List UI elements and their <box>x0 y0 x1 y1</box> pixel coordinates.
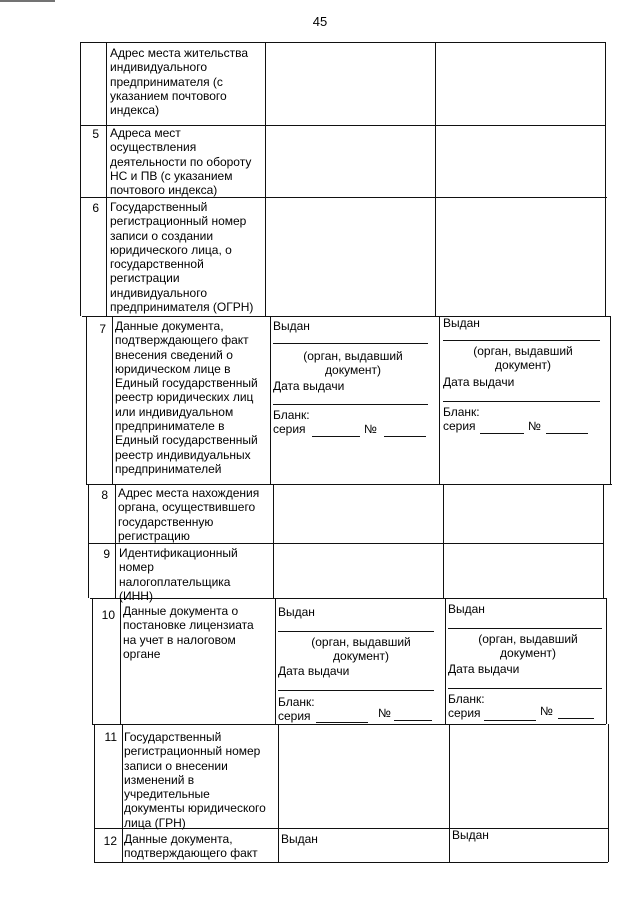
blank-label: Бланк: <box>278 695 315 709</box>
row-name-line: Идентификационный <box>119 546 238 560</box>
row-name-cell <box>124 832 258 861</box>
grid-line <box>270 316 271 484</box>
row-name-line: регистрационный номер <box>110 214 247 229</box>
grid-line <box>605 42 606 316</box>
grid-line <box>115 484 116 598</box>
row-name-line: органе <box>123 646 161 661</box>
row-number: 8 <box>101 488 108 502</box>
row-name-line: указанием почтового <box>110 88 227 103</box>
fill-line <box>316 722 368 723</box>
page-number: 45 <box>312 14 328 29</box>
grid-line <box>445 598 446 724</box>
grid-line <box>122 724 123 862</box>
row-number: 10 <box>101 608 115 622</box>
row-name-line: Данные документа, <box>124 832 233 846</box>
fill-line <box>448 688 602 689</box>
blank-label: Бланк: <box>448 692 485 706</box>
row-name-line: реестр индивидуальных <box>115 447 251 462</box>
issue-date-label: Дата выдачи <box>273 379 345 393</box>
number-sign: № <box>540 704 553 718</box>
grid-line <box>610 316 611 484</box>
row-name-line: юридического лица, о <box>110 242 232 257</box>
grid-line <box>120 598 121 724</box>
grid-line <box>112 316 113 484</box>
row-name-line: регистрационный номер <box>124 744 261 759</box>
row-name-cell <box>115 319 258 476</box>
blank-label: Бланк: <box>443 405 480 419</box>
row-name-line: Государственный <box>110 200 208 214</box>
issuer-caption: (орган, выдавший документ) <box>311 635 411 664</box>
row-name-cell <box>118 486 259 543</box>
fill-line <box>484 720 536 721</box>
grid-line <box>86 316 87 484</box>
row-name-line: номер <box>119 560 154 575</box>
row-name-line: индивидуального <box>110 285 207 300</box>
grid-line <box>80 42 605 43</box>
row-name-line: подтверждающего факт <box>124 846 258 861</box>
fill-line <box>394 720 432 721</box>
number-sign: № <box>364 422 377 436</box>
issued-label: Выдан <box>448 602 485 616</box>
number-sign: № <box>528 419 541 433</box>
row-name-line: государственную <box>118 514 214 529</box>
grid-line <box>92 724 606 725</box>
row-name-line: подтверждающего факт <box>115 333 249 348</box>
fill-line <box>448 628 602 629</box>
issue-date-label: Дата выдачи <box>448 662 520 676</box>
row-name-line: юридическом лице в <box>115 361 231 376</box>
row-name-line: регистрацию <box>118 528 190 543</box>
row-number: 5 <box>92 127 99 141</box>
issuer-caption: (орган, выдавший документ) <box>303 349 403 378</box>
series-label: серия <box>443 419 476 433</box>
grid-line <box>265 42 266 316</box>
fill-line <box>558 718 594 719</box>
row-name-line: Адрес места жительства <box>110 46 249 60</box>
row-number: 7 <box>99 322 106 336</box>
fill-line <box>480 433 524 434</box>
issue-date-label: Дата выдачи <box>278 664 350 678</box>
series-label: серия <box>273 422 306 436</box>
row-name-cell <box>119 546 238 603</box>
row-name-cell <box>110 46 248 117</box>
fill-line <box>384 436 426 437</box>
series-label: серия <box>278 709 311 723</box>
row-number: 11 <box>104 730 117 744</box>
row-name-line: индивидуального <box>110 60 207 75</box>
grid-line <box>435 42 436 316</box>
row-name-cell <box>110 126 251 197</box>
fill-line <box>443 401 600 402</box>
row-name-line: Адрес места нахождения <box>118 486 260 500</box>
row-name-line: НС и ПВ (с указанием <box>110 168 233 183</box>
row-name-line: предпринимателей <box>115 461 222 476</box>
fill-line <box>273 343 428 344</box>
row-name-line: предпринимателе в <box>115 419 225 434</box>
row-number: 9 <box>103 547 110 561</box>
issued-label: Выдан <box>443 316 480 330</box>
grid-line <box>273 484 274 598</box>
fill-line <box>278 631 434 632</box>
issued-label: Выдан <box>278 605 315 619</box>
fill-line <box>546 433 588 434</box>
issuer-caption: (орган, выдавший документ) <box>473 344 573 373</box>
issued-label: Выдан <box>273 319 310 333</box>
row-name-line: Единый государственный <box>115 376 258 391</box>
row-name-line: Государственный <box>124 730 222 744</box>
row-name-line: органа, осуществившего <box>118 500 256 515</box>
fill-line <box>443 340 600 341</box>
fill-line <box>312 436 360 437</box>
grid-line <box>278 724 279 862</box>
grid-line <box>86 484 612 485</box>
row-name-line: индекса) <box>110 103 160 118</box>
series-label: серия <box>448 706 481 720</box>
row-name-line: учредительные <box>124 787 210 802</box>
row-name-line: предпринимателя (с <box>110 74 223 89</box>
row-name-line: налогоплательщика <box>119 574 231 589</box>
grid-line <box>106 42 107 316</box>
issuer-caption: (орган, выдавший документ) <box>478 632 578 661</box>
fill-line <box>278 690 434 691</box>
row-name-line: (ИНН) <box>119 588 153 603</box>
row-name-line: предпринимателя (ОГРН) <box>110 300 254 315</box>
row-name-line: лица (ГРН) <box>124 815 186 830</box>
fill-line <box>273 404 428 405</box>
grid-line <box>439 316 440 484</box>
row-name-line: постановке лицензиата <box>123 618 254 633</box>
grid-line <box>82 316 610 317</box>
issue-date-label: Дата выдачи <box>443 375 515 389</box>
row-name-line: или индивидуальном <box>115 404 234 419</box>
row-name-line: документы юридического <box>124 801 266 816</box>
row-name-line: изменений в <box>124 772 195 787</box>
grid-line <box>606 598 607 724</box>
grid-line <box>443 484 444 598</box>
issued-label: Выдан <box>452 828 489 842</box>
row-name-line: регистрации <box>110 271 180 286</box>
row-name-line: Адреса мест <box>110 126 181 140</box>
grid-line <box>608 724 609 862</box>
row-number: 6 <box>92 201 99 215</box>
row-name-cell <box>124 730 266 830</box>
row-name-line: осуществления <box>110 140 197 155</box>
blank-label: Бланк: <box>273 408 310 422</box>
row-name-line: почтового индекса) <box>110 183 218 198</box>
grid-line <box>80 42 81 316</box>
row-name-cell <box>123 604 254 661</box>
grid-line <box>449 724 450 862</box>
grid-line <box>603 484 604 598</box>
row-name-line: записи о создании <box>110 228 214 243</box>
row-name-cell <box>110 200 253 314</box>
grid-line <box>275 598 276 724</box>
row-name-line: Данные документа о <box>123 604 239 618</box>
grid-line <box>94 862 608 863</box>
issued-label: Выдан <box>281 832 318 846</box>
row-name-line: деятельности по обороту <box>110 154 252 169</box>
row-name-line: государственной <box>110 257 204 272</box>
row-name-line: Данные документа, <box>115 319 224 333</box>
row-name-line: внесения сведений о <box>115 347 233 362</box>
number-sign: № <box>378 706 391 720</box>
row-name-line: записи о внесении <box>124 758 228 773</box>
row-name-line: Единый государственный <box>115 433 258 448</box>
row-name-line: реестр юридических лиц <box>115 390 254 405</box>
row-number: 12 <box>103 834 117 848</box>
row-name-line: на учет в налоговом <box>123 632 236 647</box>
